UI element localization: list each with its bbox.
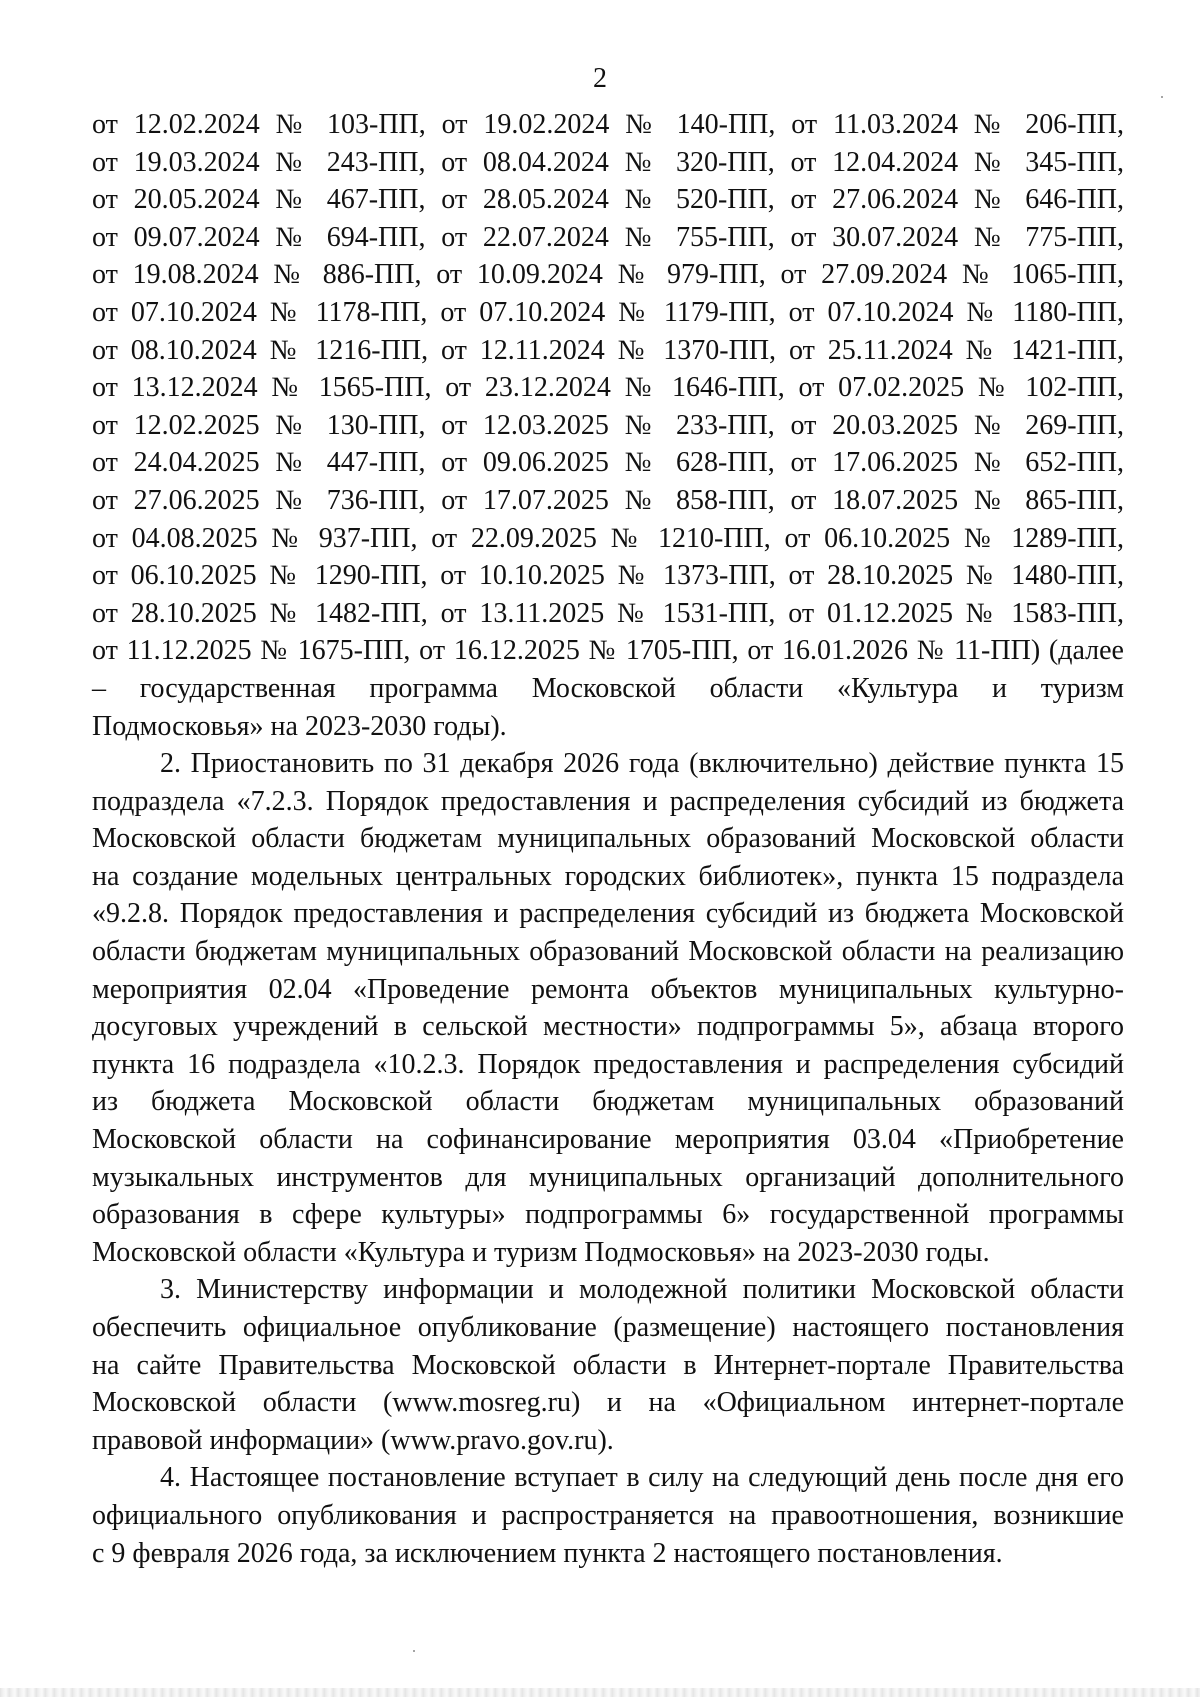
text-line: от 06.10.2025 № 1290-ПП, от 10.10.2025 № 1373-ПП, от 28.10.2025 № 1480-ПП, (92, 560, 1124, 592)
text-line: досуговых учреждений в сельской местности» подпрограммы 5», абзаца второго (92, 1011, 1124, 1043)
paragraph-4-first-line: 4. Настоящее постановление вступает в силу на следующий день после дня его (160, 1462, 1124, 1494)
text-line: от 12.02.2025 № 130-ПП, от 12.03.2025 № 233-ПП, от 20.03.2025 № 269-ПП, (92, 409, 1124, 441)
paragraph-2-first-line: 2. Приостановить по 31 декабря 2026 года (включительно) действие пункта 15 (160, 748, 1124, 780)
text-line: официального опубликования и распространяется на правоотношения, возникшие (92, 1499, 1124, 1531)
text-line: Московской области на софинансирование мероприятия 03.04 «Приобретение (92, 1124, 1124, 1156)
text-line: пункта 16 подраздела «10.2.3. Порядок предоставления и распределения субсидий (92, 1048, 1124, 1080)
text-line: правовой информации» (www.pravo.gov.ru). (92, 1424, 614, 1456)
text-line: от 04.08.2025 № 937-ПП, от 22.09.2025 № 1210-ПП, от 06.10.2025 № 1289-ПП, (92, 522, 1124, 554)
scan-speck (1161, 96, 1163, 98)
text-line: от 11.12.2025 № 1675-ПП, от 16.12.2025 № 1705-ПП, от 16.01.2026 № 11-ПП) (далее (92, 635, 1124, 667)
text-line: мероприятия 02.04 «Проведение ремонта объектов муниципальных культурно- (92, 973, 1124, 1005)
paragraph-3-first-line: 3. Министерству информации и молодежной политики Московской области (160, 1274, 1124, 1306)
text-line: на создание модельных центральных городских библиотек», пункта 15 подраздела (92, 860, 1124, 892)
text-line: области бюджетам муниципальных образований Московской области на реализацию (92, 936, 1124, 968)
text-line: от 09.07.2024 № 694-ПП, от 22.07.2024 № 755-ПП, от 30.07.2024 № 775-ПП, (92, 221, 1124, 253)
text-line: обеспечить официальное опубликование (размещение) настоящего постановления (92, 1312, 1124, 1343)
page-number: 2 (593, 63, 607, 94)
text-line: музыкальных инструментов для муниципальных организаций дополнительного (92, 1161, 1124, 1193)
text-line: из бюджета Московской области бюджетам муниципальных образований (92, 1086, 1124, 1118)
text-line: от 13.12.2024 № 1565-ПП, от 23.12.2024 № 1646-ПП, от 07.02.2025 № 102-ПП, (92, 372, 1124, 404)
text-line: от 28.10.2025 № 1482-ПП, от 13.11.2025 № 1531-ПП, от 01.12.2025 № 1583-ПП, (92, 597, 1124, 629)
text-line: от 27.06.2025 № 736-ПП, от 17.07.2025 № 858-ПП, от 18.07.2025 № 865-ПП, (92, 484, 1124, 516)
text-line: образования в сфере культуры» подпрограммы 6» государственной программы (92, 1199, 1124, 1231)
text-line: – государственная программа Московской области «Культура и туризм (92, 672, 1124, 704)
text-line: от 20.05.2024 № 467-ПП, от 28.05.2024 № 520-ПП, от 27.06.2024 № 646-ПП, (92, 184, 1124, 216)
text-line: подраздела «7.2.3. Порядок предоставления и распределения субсидий из бюджета (92, 785, 1124, 817)
text-line: Московской области бюджетам муниципальных образований Московской области (92, 823, 1124, 855)
text-line: с 9 февраля 2026 года, за исключением пункта 2 настоящего постановления. (92, 1537, 1003, 1569)
document-body (92, 106, 1124, 1572)
text-line: от 24.04.2025 № 447-ПП, от 09.06.2025 № 628-ПП, от 17.06.2025 № 652-ПП, (92, 447, 1124, 479)
text-line: от 08.10.2024 № 1216-ПП, от 12.11.2024 № 1370-ПП, от 25.11.2024 № 1421-ПП, (92, 334, 1124, 366)
text-line: Московской области «Культура и туризм Подмосковья» на 2023-2030 годы. (92, 1236, 990, 1268)
text-line: «9.2.8. Порядок предоставления и распределения субсидий из бюджета Московской (92, 898, 1124, 930)
text-line: Подмосковья» на 2023-2030 годы). (92, 710, 507, 742)
scan-bottom-edge (0, 1688, 1200, 1697)
text-line: Московской области (www.mosreg.ru) и на «Официальном интернет-портале (92, 1387, 1124, 1419)
scan-speck (413, 1650, 415, 1652)
text-line: от 19.03.2024 № 243-ПП, от 08.04.2024 № 320-ПП, от 12.04.2024 № 345-ПП, (92, 146, 1124, 178)
text-line: от 07.10.2024 № 1178-ПП, от 07.10.2024 № 1179-ПП, от 07.10.2024 № 1180-ПП, (92, 296, 1124, 328)
text-line: на сайте Правительства Московской области в Интернет-портале Правительства (92, 1349, 1124, 1381)
text-line: от 19.08.2024 № 886-ПП, от 10.09.2024 № 979-ПП, от 27.09.2024 № 1065-ПП, (92, 259, 1124, 291)
text-line: от 12.02.2024 № 103-ПП, от 19.02.2024 № 140-ПП, от 11.03.2024 № 206-ПП, (92, 109, 1124, 140)
